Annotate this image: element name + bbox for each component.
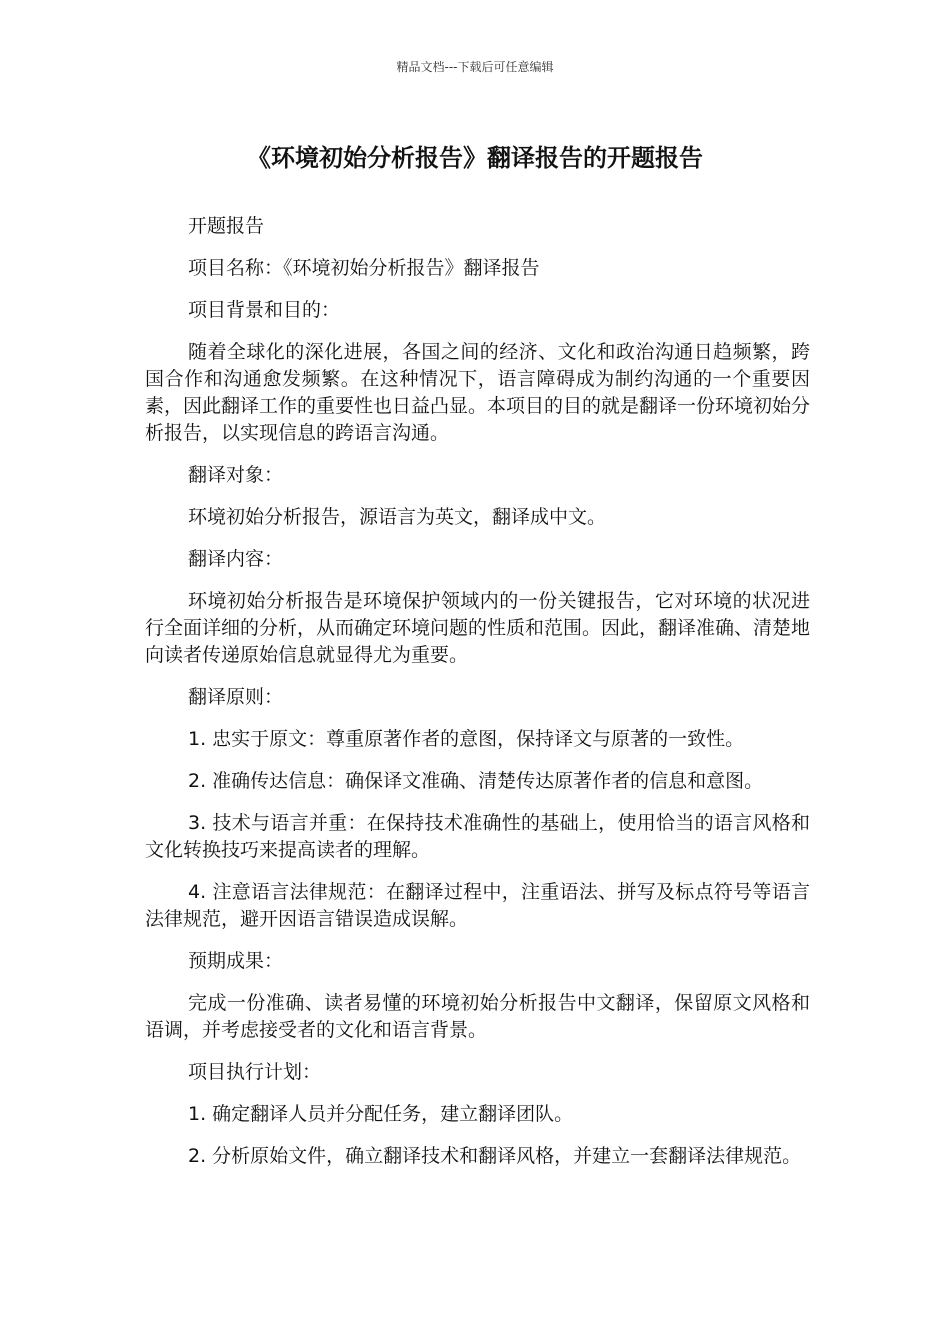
paragraph-heading-object: 翻译对象： (188, 464, 284, 486)
document-title: 《环境初始分析报告》翻译报告的开题报告 (247, 144, 703, 172)
paragraph-heading-plan: 项目执行计划： (188, 1061, 322, 1083)
paragraph-heading-background: 项目背景和目的： (188, 299, 341, 321)
document-body (145, 213, 810, 1185)
paragraph-background: 随着全球化的深化进展，各国之间的经济、文化和政治沟通日趋频繁，跨国合作和沟通愈发频繁。在这种情况下，语言障碍成为制约沟通的一个重要因素，因此翻译工作的重要性也日益凸显。本项目的目的就是翻译一份环境初始分析报告，以实现信息的跨语言沟通。 (145, 341, 811, 444)
paragraph-heading-outcome: 预期成果： (188, 950, 284, 972)
paragraph-project-name: 项目名称：《环境初始分析报告》翻译报告 (188, 257, 540, 279)
paragraph-heading-proposal: 开题报告 (188, 215, 265, 237)
list-item-plan-1: 1. 确定翻译人员并分配任务，建立翻译团队。 (188, 1103, 574, 1125)
paragraph-heading-principles: 翻译原则： (188, 686, 284, 708)
paragraph-heading-content: 翻译内容： (188, 548, 284, 570)
header-note: 精品文档---下载后可任意编辑 (396, 60, 554, 74)
list-item-principle-4: 4. 注意语言法律规范：在翻译过程中，注重语法、拼写及标点符号等语言法律规范，避开因语言错误造成误解。 (145, 881, 810, 930)
list-item-plan-2: 2. 分析原始文件，确立翻译技术和翻译风格，并建立一套翻译法律规范。 (188, 1145, 802, 1167)
paragraph-outcome: 完成一份准确、读者易懂的环境初始分析报告中文翻译，保留原文风格和语调，并考虑接受者的文化和语言背景。 (145, 992, 810, 1041)
list-item-principle-1: 1. 忠实于原文：尊重原著作者的意图，保持译文与原著的一致性。 (188, 728, 745, 750)
paragraph-content: 环境初始分析报告是环境保护领域内的一份关键报告，它对环境的状况进行全面详细的分析，从而确定环境问题的性质和范围。因此，翻译准确、清楚地向读者传递原始信息就显得尤为重要。 (145, 590, 811, 666)
paragraph-object: 环境初始分析报告，源语言为英文，翻译成中文。 (188, 506, 607, 528)
list-item-principle-3: 3. 技术与语言并重：在保持技术准确性的基础上，使用恰当的语言风格和文化转换技巧来提高读者的理解。 (145, 812, 810, 861)
list-item-principle-2: 2. 准确传达信息：确保译文准确、清楚传达原著作者的信息和意图。 (188, 770, 764, 792)
